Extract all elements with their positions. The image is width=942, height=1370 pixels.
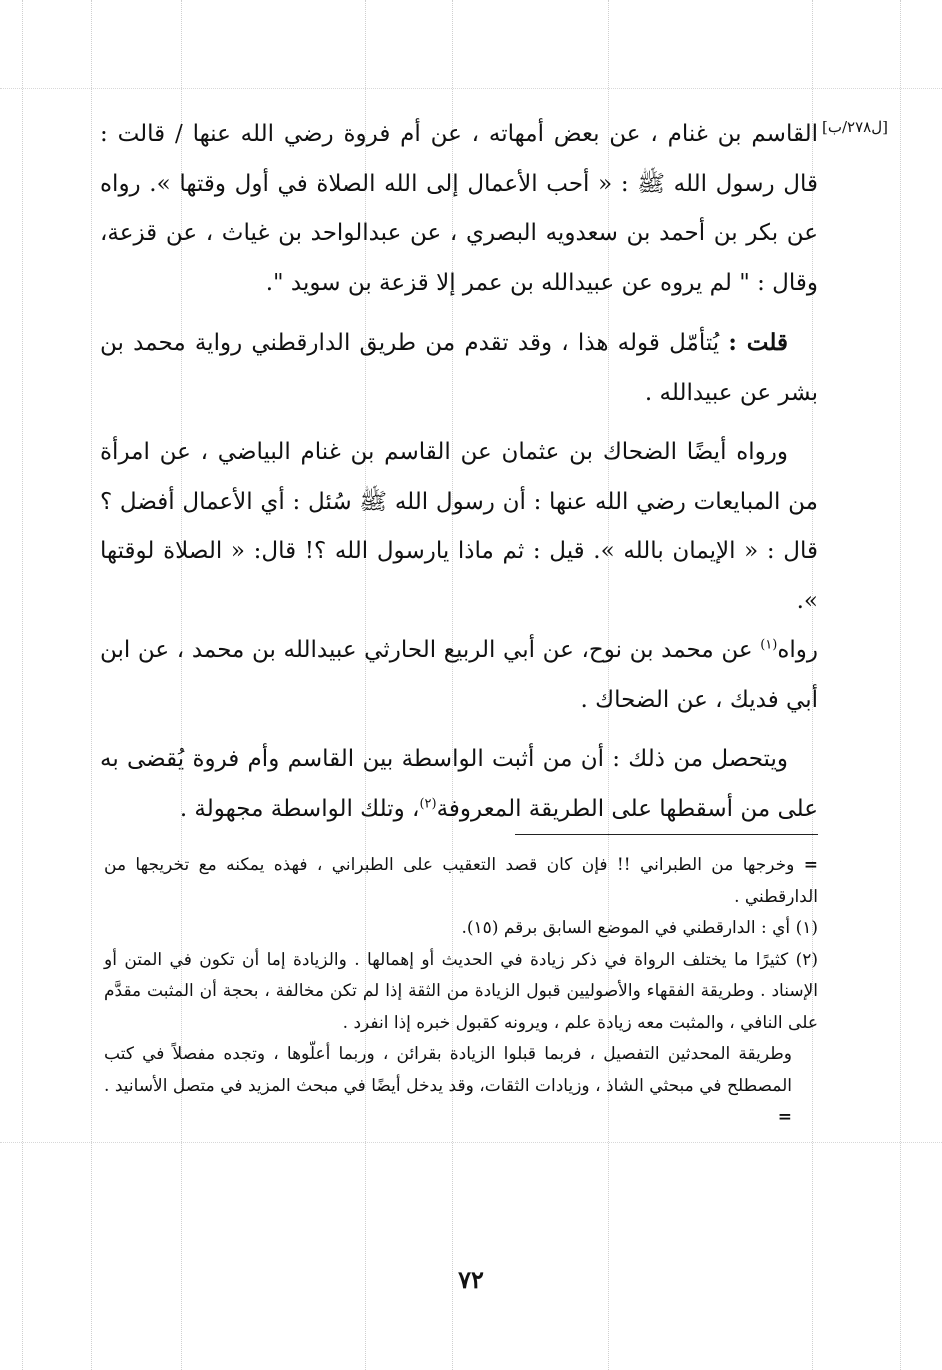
paragraph-text: القاسم بن غنام ، عن بعض أمهاته ، عن أم فروة رضي الله عنها / قالت : قال رسول الله ﷺ : « أحب الأعمال إلى الله الصلاة في أول وقتها ». رواه عن بكر بن أحمد بن سعدويه البصري ، عن عبدالواحد بن غياث ، عن قزعة، وقال : " لم يروه عن عبيدالله بن عمر إلا قزعة بن سويد ". xyxy=(100,121,818,296)
paragraph-text: ورواه أيضًا الضحاك بن عثمان عن القاسم بن غنام البياضي ، عن امرأة من المبايعات رضي الله عنها : أن رسول الله ﷺ سُئل : أي الأعمال أفضل ؟ قال : « الإيمان بالله ». قيل : ثم ماذا يارسول الله ؟! قال: « الصلاة لوقتها ». xyxy=(100,439,818,614)
paragraph-text: يُتأمّل قوله هذا ، وقد تقدم من طريق الدارقطني رواية محمد بن بشر عن عبيدالله . xyxy=(100,330,818,406)
scan-guide-line xyxy=(0,88,942,89)
paragraph-text: رواه xyxy=(777,637,818,663)
continuation-mark: = xyxy=(803,855,818,875)
footnote-number: (٢) xyxy=(795,949,819,970)
footnote-text: وطريقة المحدثين التفصيل ، فربما قبلوا الزيادة بقرائن ، وربما أعلّوها ، وتجده مفصلاً في كتب المصطلح في مبحثي الشاذ ، وزيادات الثقات، وقد يدخل أيضًا في مبحث المزيد في متصل الأسانيد . xyxy=(104,1044,792,1096)
manuscript-folio-reference: [ل٢٧٨/ب] xyxy=(822,118,888,136)
scan-guide-line xyxy=(91,0,92,1370)
continuation-mark: = xyxy=(777,1107,792,1127)
paragraph-text: عن محمد بن نوح، عن أبي الربيع الحارثي عبيدالله بن محمد ، عن ابن أبي فديك ، عن الضحاك . xyxy=(100,637,818,713)
paragraph-text: ويتحصل من ذلك : أن من أثبت الواسطة بين القاسم وأم فروة يُقضى به على من أسقطها على الطريقة المعروفة xyxy=(100,746,818,822)
paragraph xyxy=(100,318,818,418)
footnote-1 xyxy=(104,913,818,945)
footnote-reference: (٢) xyxy=(419,795,437,811)
scan-guide-line xyxy=(22,0,23,1370)
scan-guide-line xyxy=(0,1142,942,1143)
footnote-2-continued xyxy=(104,1039,818,1134)
footnote-2 xyxy=(104,945,818,1040)
scan-guide-line xyxy=(900,0,901,1370)
footnote-text: كثيرًا ما يختلف الرواة في ذكر زيادة في الحديث أو إهمالها . والزيادة إما أن تكون في المتن أو الإسناد . وطريقة الفقهاء والأصوليين قبول الزيادة من الثقة إذا لم تكن مخالفة ، بحجة أن المثبت مقدَّم على النافي ، والمثبت معه زيادة علم ، ويرونه كقبول خبره إذا انفرد . xyxy=(104,949,818,1033)
paragraph xyxy=(100,110,818,308)
main-body-text xyxy=(100,110,818,834)
paragraph xyxy=(100,428,818,626)
page-number: ٧٢ xyxy=(458,1265,484,1294)
footnotes xyxy=(104,850,818,1134)
footnote-text: وخرجها من الطبراني !! فإن كان قصد التعقيب على الطبراني ، فهذه يمكنه مع تخريجها من الدارقطني . xyxy=(104,855,818,907)
footnote-number: (١) xyxy=(795,918,818,938)
paragraph-text: ، وتلك الواسطة مجهولة . xyxy=(179,795,420,822)
footnote-text: أي : الدارقطني في الموضع السابق برقم (١٥). xyxy=(461,918,791,938)
qultu-lead: قلت : xyxy=(728,329,788,356)
paragraph xyxy=(100,735,818,834)
footnote-reference: (١) xyxy=(760,637,778,653)
paragraph xyxy=(100,626,818,725)
footnote-separator xyxy=(515,834,818,835)
footnote-continuation xyxy=(104,850,818,913)
